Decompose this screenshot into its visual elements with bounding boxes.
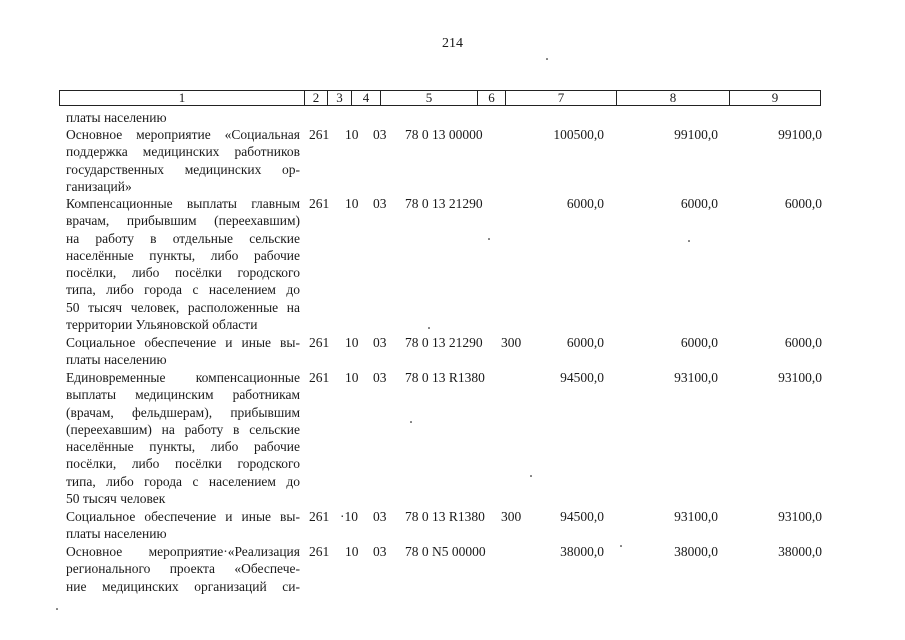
page-number: 214 [442, 36, 463, 51]
cell-col-3: 10 [345, 370, 359, 385]
row-description [66, 508, 300, 543]
cell-col-7: 94500,0 [560, 370, 604, 385]
description-line: населённые пункты, либо рабочие [66, 247, 300, 263]
header-col-4: 4 [352, 91, 381, 105]
cell-col-3: 10 [345, 127, 359, 142]
description-line: ганизаций» [66, 178, 132, 194]
cell-col-4: 03 [373, 127, 387, 142]
description-line: регионального проекта «Обеспече- [66, 561, 300, 577]
cell-col-9: 99100,0 [778, 127, 822, 142]
description-line: посёлки, либо посёлки городского [66, 265, 300, 281]
cell-col-2: 261 [309, 127, 330, 142]
row-description [66, 543, 300, 595]
description-line: Основное мероприятие «Социальная [66, 127, 300, 142]
row-description [66, 369, 300, 507]
header-col-9: 9 [771, 90, 779, 105]
cell-col-9: 6000,0 [784, 196, 822, 211]
description-line: платы населению [66, 526, 167, 542]
cell-col-7: 94500,0 [560, 509, 604, 524]
description-line: 50 тысяч человек, расположенные на [66, 299, 300, 315]
scan-speck [488, 238, 490, 240]
cell-col-3: 10 [345, 544, 359, 559]
cell-col-7: 6000,0 [566, 196, 604, 211]
cell-col-3: 10 [345, 335, 359, 350]
header-col-5: 5 [381, 91, 478, 105]
description-line: 50 тысяч человек [66, 491, 166, 507]
cell-col-5: 78 0 13 R1380 [405, 509, 485, 524]
header-col-6: 6 [478, 91, 506, 105]
cell-col-5: 78 0 13 00000 [405, 127, 483, 142]
row-description [66, 334, 300, 369]
row-description [66, 126, 300, 195]
scan-speck [530, 475, 532, 477]
description-line: платы населению [66, 352, 167, 368]
description-line: (врачам, фельдшерам), прибывшим [66, 404, 300, 420]
header-col-8: 8 [617, 91, 730, 105]
cell-col-8: 38000,0 [674, 544, 718, 559]
cell-col-6: 300 [501, 509, 522, 524]
scan-speck [620, 545, 622, 547]
header-col-1: 1 [60, 91, 305, 105]
description-line: на работу в отдельные сельские [66, 230, 300, 246]
cell-col-2: 261 [309, 335, 330, 350]
description-line: Компенсационные выплаты главным [66, 196, 300, 211]
scan-speck [546, 58, 548, 60]
cell-col-4: 03 [373, 544, 387, 559]
description-line: населённые пункты, либо рабочие [66, 439, 300, 455]
description-line: Основное мероприятие·«Реализация [66, 544, 300, 559]
scan-speck [56, 608, 58, 610]
cell-col-4: 03 [373, 509, 387, 524]
cell-col-3: 10 [345, 196, 359, 211]
description-line: поддержка медицинских работников [66, 144, 300, 160]
description-line: ние медицинских организаций си- [66, 578, 300, 594]
cell-col-7: 6000,0 [566, 335, 604, 350]
cell-col-9: 93100,0 [778, 370, 822, 385]
header-col-3: 3 [328, 91, 352, 105]
cell-col-5: 78 0 13 21290 [405, 335, 483, 350]
description-line: врачам, прибывшим (переехавшим) [66, 213, 300, 229]
description-line: (переехавшим) на работу в сельские [66, 421, 300, 437]
description-line: типа, либо города с населением до [66, 473, 300, 489]
cell-col-8: 93100,0 [674, 509, 718, 524]
description-line: Единовременные компенсационные [66, 370, 300, 385]
cell-col-7: 100500,0 [553, 127, 604, 142]
scan-speck [410, 421, 412, 423]
description-line: выплаты медицинским работникам [66, 387, 300, 403]
row-description [66, 109, 300, 126]
cell-col-6: 300 [501, 335, 522, 350]
row-description [66, 195, 300, 333]
cell-col-9: 38000,0 [778, 544, 822, 559]
cell-col-2: 261 [309, 544, 330, 559]
cell-col-5: 78 0 N5 00000 [405, 544, 486, 559]
cell-col-8: 99100,0 [674, 127, 718, 142]
cell-col-4: 03 [373, 335, 387, 350]
cell-col-8: 93100,0 [674, 370, 718, 385]
cell-col-2: 261 [309, 370, 330, 385]
header-col-2: 2 [305, 91, 328, 105]
cell-col-3: ·10 [340, 509, 358, 524]
header-col-7: 7 [506, 91, 617, 105]
cell-col-2: 261 [309, 196, 330, 211]
scan-speck [428, 327, 430, 329]
cell-col-2: 261 [309, 509, 330, 524]
description-line: Социальное обеспечение и иные вы- [66, 509, 300, 524]
cell-col-5: 78 0 13 R1380 [405, 370, 485, 385]
cell-col-5: 78 0 13 21290 [405, 196, 483, 211]
scan-speck [688, 240, 690, 242]
description-line: платы населению [66, 110, 167, 125]
cell-col-9: 93100,0 [778, 509, 822, 524]
description-line: государственных медицинских ор- [66, 161, 300, 177]
table-header [59, 90, 821, 106]
cell-col-8: 6000,0 [680, 196, 718, 211]
cell-col-4: 03 [373, 370, 387, 385]
cell-col-9: 6000,0 [784, 335, 822, 350]
cell-col-8: 6000,0 [680, 335, 718, 350]
description-line: Социальное обеспечение и иные вы- [66, 335, 300, 350]
cell-col-4: 03 [373, 196, 387, 211]
description-line: территории Ульяновской области [66, 317, 258, 333]
cell-col-7: 38000,0 [560, 544, 604, 559]
description-line: типа, либо города с населением до [66, 282, 300, 298]
description-line: посёлки, либо посёлки городского [66, 456, 300, 472]
